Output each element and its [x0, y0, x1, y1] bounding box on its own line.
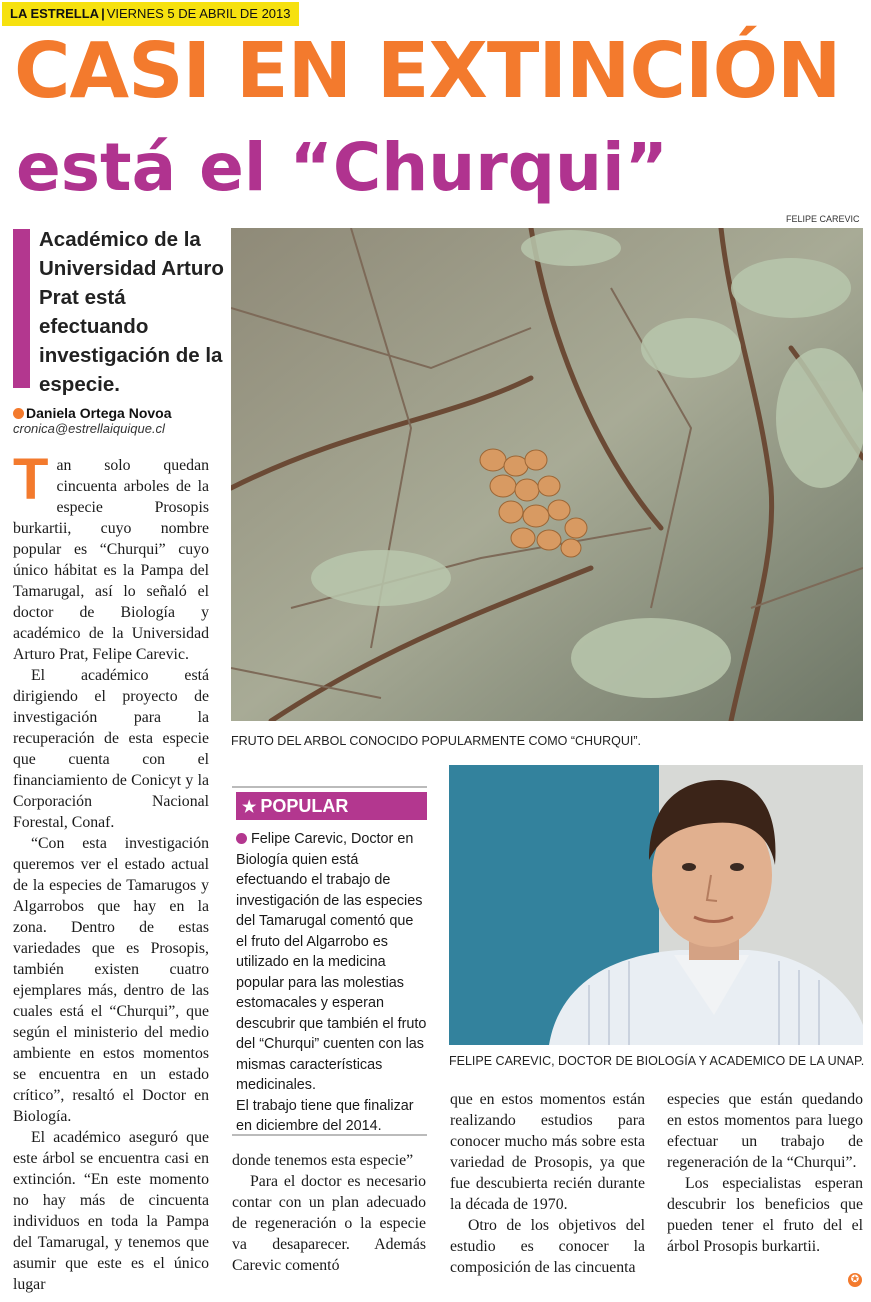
- photo-credit: FELIPE CAREVIC: [786, 214, 860, 224]
- article-column-4: [667, 1089, 863, 1295]
- popular-paragraph: El trabajo tiene que finalizar en diciembre del 2014.: [236, 1097, 414, 1134]
- article-paragraph: donde tenemos esta especie”: [232, 1152, 414, 1169]
- portrait-photo: [449, 765, 863, 1045]
- bullet-icon: [13, 408, 24, 419]
- paper-name: LA ESTRELLA: [10, 6, 100, 21]
- author-name: Daniela Ortega Novoa: [26, 405, 172, 421]
- article-column-3: [450, 1089, 645, 1295]
- headline-line1: CASI EN EXTINCIÓN: [14, 27, 841, 116]
- portrait-illustration: [449, 765, 863, 1045]
- popular-label-bar: [236, 792, 427, 820]
- drop-cap: T: [13, 455, 49, 512]
- photo-caption-main: FRUTO DEL ARBOL CONOCIDO POPULARMENTE COMO “CHURQUI”.: [231, 734, 641, 748]
- byline-author: [13, 405, 172, 421]
- popular-bottom-rule: [232, 1134, 427, 1136]
- deck-summary: Académico de la Universidad Arturo Prat está efectuando investigación de la especie.: [39, 228, 224, 396]
- bullet-icon: [236, 833, 247, 844]
- star-icon: ✪: [848, 1273, 862, 1287]
- header-separator: |: [101, 6, 105, 21]
- issue-date: VIERNES 5 DE ABRIL DE 2013: [106, 6, 291, 21]
- article-paragraph: Otro de los objetivos del estudio es conocer la composición de las cincuenta: [450, 1217, 645, 1276]
- article-paragraph: El académico aseguró que este árbol se encuentra casi en extinción. “En este momento no hay más de cincuenta individuos en toda la Pampa del Tamarugal, y tenemos que asumir que este es el único lugar: [13, 1129, 209, 1293]
- article-paragraph: especies que están quedando en estos momentos para luego efectuar un trabajo de regeneración de la “Churqui”.: [667, 1091, 863, 1171]
- article-paragraph: “Con esta investigación queremos ver el estado actual de la especies de Tamarugos y Algarrobos que hay en la zona. Dentro de estas variedades que es Prosopis, también existen cuatro ejemplares más, dentro de las cuales está el “Churqui”, que según el ministerio del medio ambiente en estos momentos se encuentra en un estado crítico”, resaltó el Doctor en Biología.: [13, 835, 209, 1125]
- article-paragraph: Para el doctor es necesario contar con un plan adecuado de regeneración o la especie va desaparecer. Además Carevic comentó: [232, 1173, 426, 1274]
- article-column-1: [13, 455, 209, 1295]
- article-paragraph: Los especialistas esperan descubrir los beneficios que pueden tener el fruto del el árbol Prosopis burkartii.: [667, 1175, 863, 1255]
- photo-caption-portrait: FELIPE CAREVIC, DOCTOR DE BIOLOGÍA Y ACADEMICO DE LA UNAP.: [449, 1054, 865, 1068]
- article-paragraph: que en estos momentos están realizando estudios para conocer mucho más sobre esta variedad de Prosopis, ya que fue descubierta recién durante la década de 1970.: [450, 1091, 645, 1213]
- popular-top-rule: [232, 786, 427, 788]
- popular-label: POPULAR: [260, 796, 349, 816]
- byline-email[interactable]: cronica@estrellaiquique.cl: [13, 421, 165, 436]
- star-icon: ★: [242, 799, 257, 816]
- popular-paragraph: Felipe Carevic, Doctor en Biología quien está efectuando el trabajo de investigación de las especies del Tamarugal comentó que el fruto del Algarrobo es utilizado en la medicina popular para las molestias estomacales y esperan descubrir que también el fruto del “Churqui” cuenten con las mismas características medicinales.: [236, 831, 427, 1093]
- churqui-fruit-photo: [231, 228, 863, 721]
- headline-line2: está el “Churqui”: [16, 129, 669, 206]
- article-paragraph: Tan solo quedan cincuenta arboles de la especie Prosopis burkartii, cuyo nombre popular es “Churqui” cuyo único hábitat es la Pampa del Tamarugal, así lo señaló el doctor de Biología y académico de la Universidad Arturo Prat, Felipe Carevic.: [13, 455, 209, 663]
- popular-box-text: [236, 829, 427, 1137]
- photo-illustration: [231, 228, 863, 721]
- article-column-2: [232, 1150, 426, 1295]
- deck-accent-bar: [13, 229, 30, 388]
- article-paragraph: El académico está dirigiendo el proyecto de investigación para la recuperación de esta especie que cuenta con el financiamiento de Conicyt y la Corporación Nacional Forestal, Conaf.: [13, 667, 209, 831]
